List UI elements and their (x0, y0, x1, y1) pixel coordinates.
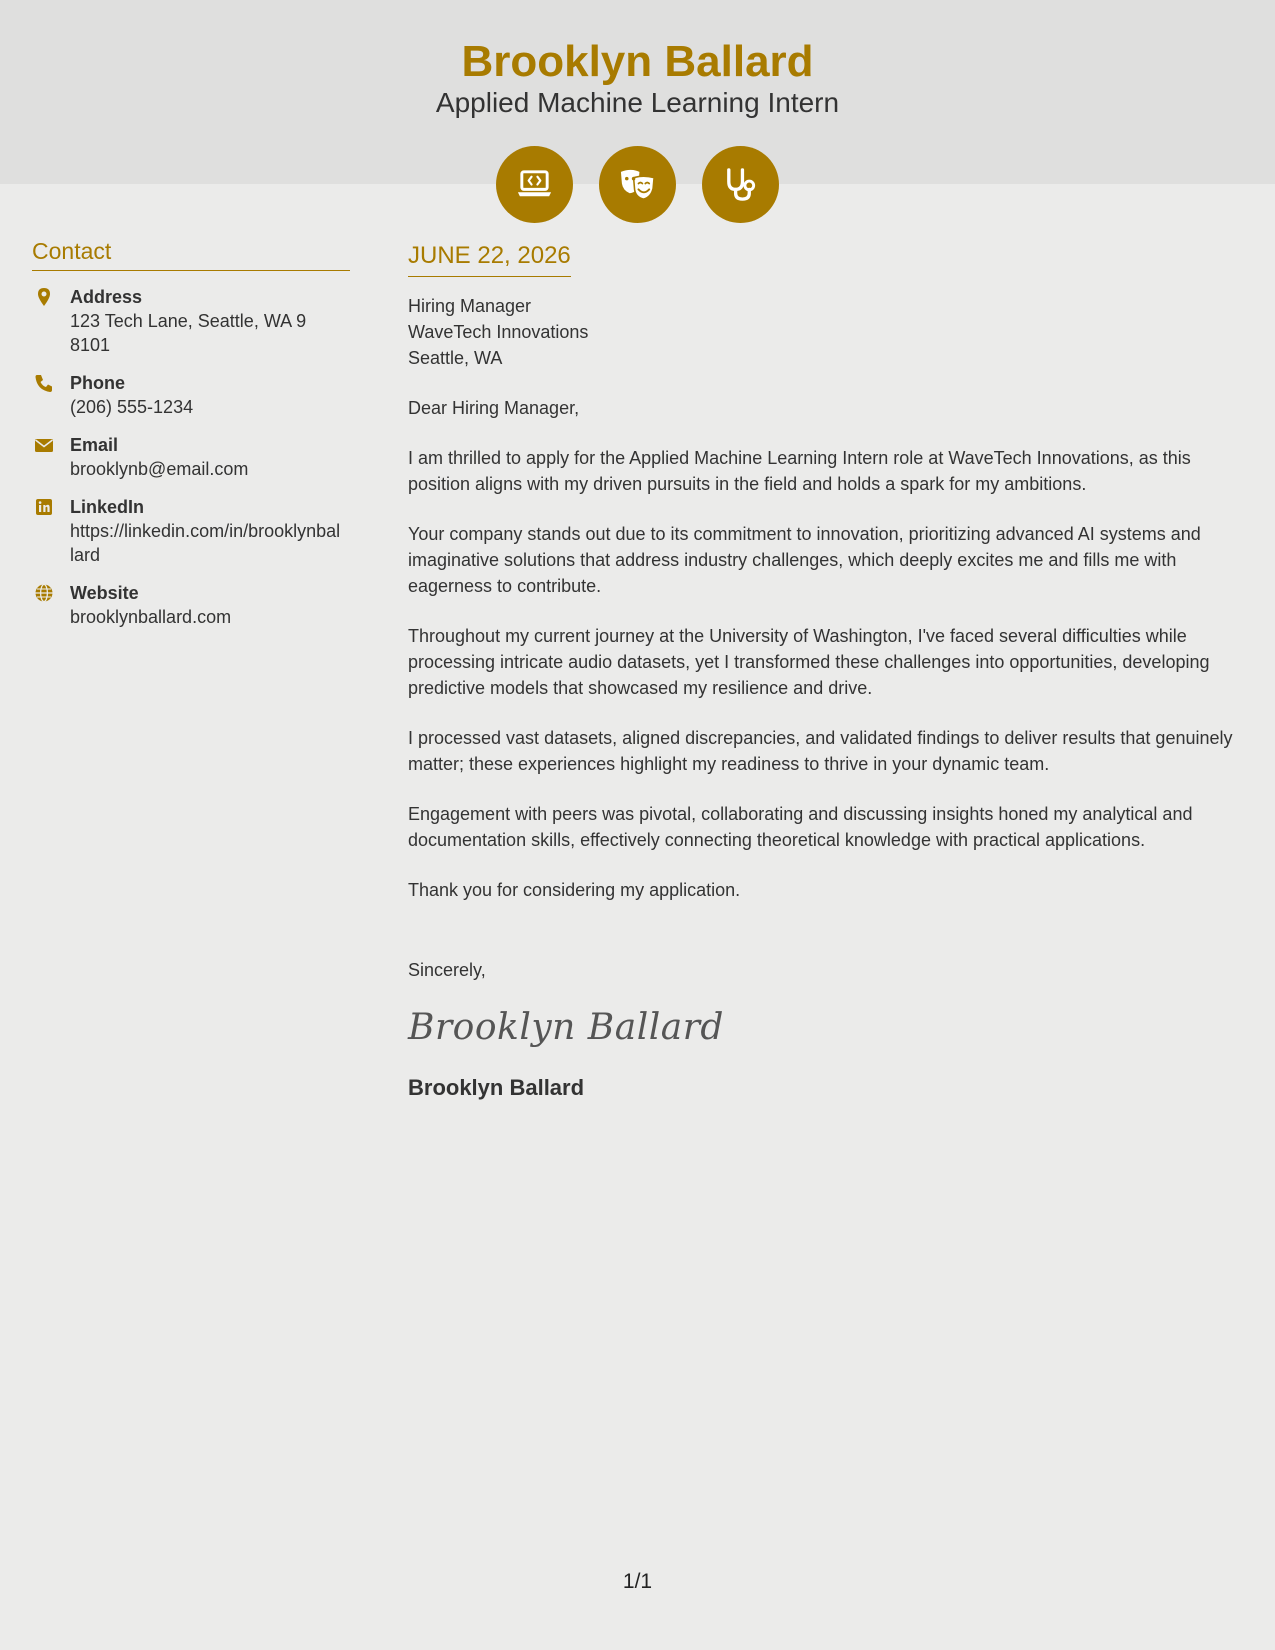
letter-date: JUNE 22, 2026 (408, 240, 571, 277)
letter-paragraph: Your company stands out due to its commitment to innovation, prioritizing advanced AI systems and imaginative solutions that address industry challenges, which deeply excites me and fills me with eagerness to contribute. (408, 524, 1201, 596)
map-pin-icon (34, 287, 54, 307)
contact-label: Address (70, 287, 143, 307)
envelope-icon (34, 435, 54, 455)
contact-value[interactable]: https://linkedin.com/in/brooklynballard (70, 521, 341, 565)
letter-paragraph: Engagement with peers was pivotal, collaborating and discussing insights honed my analytical and documentation skills, effectively connecting theoretical knowledge with practical applications. (408, 804, 1193, 850)
letter-paragraph: I am thrilled to apply for the Applied Machine Learning Intern role at WaveTech Innovations, as this position aligns with my driven pursuits in the field and holds a spark for my ambitions. (408, 448, 1191, 494)
interest-badges (496, 146, 780, 224)
contact-value[interactable]: brooklynballard.com (70, 607, 232, 627)
contact-value: 123 Tech Lane, Seattle, WA 98101 (70, 311, 307, 355)
contact-linkedin (32, 495, 350, 567)
applicant-role: Applied Machine Learning Intern (435, 87, 840, 118)
contact-label: Email (70, 435, 119, 455)
recipient-line: Hiring Manager (408, 296, 532, 316)
contact-label: LinkedIn (70, 497, 145, 517)
recipient-line: WaveTech Innovations (408, 322, 589, 342)
page-number: 1/1 (622, 1570, 653, 1593)
contact-phone (32, 371, 350, 419)
contact-label: Phone (70, 373, 126, 393)
contact-website (32, 581, 350, 629)
linkedin-icon (34, 497, 54, 517)
applicant-name: Brooklyn Ballard (461, 37, 814, 86)
contact-address (32, 285, 350, 357)
badge-stethoscope (702, 146, 779, 223)
contact-label: Website (70, 583, 139, 603)
contact-sidebar (32, 236, 350, 629)
badge-laptop (496, 146, 573, 223)
theater-masks-icon (618, 165, 657, 204)
contact-value: (206) 555-1234 (70, 397, 194, 417)
letter-paragraph: Throughout my current journey at the University of Washington, I've faced several difficulties while processing intricate audio datasets, yet I transformed these challenges into opportunities, developing predictive models that showcased my resilience and drive. (408, 626, 1210, 698)
letter-body (408, 240, 1250, 1103)
globe-icon (34, 583, 54, 603)
contact-email (32, 433, 350, 481)
stethoscope-icon (721, 165, 760, 204)
laptop-code-icon (515, 165, 554, 204)
signature: Brooklyn Ballard (408, 1007, 724, 1048)
recipient-block (408, 293, 1250, 371)
closing: Sincerely, (408, 960, 486, 980)
recipient-line: Seattle, WA (408, 348, 503, 368)
badge-masks (599, 146, 676, 223)
contact-value: brooklynb@email.com (70, 459, 249, 479)
phone-icon (34, 373, 54, 393)
salutation: Dear Hiring Manager, (408, 398, 580, 418)
letter-paragraph: I processed vast datasets, aligned discrepancies, and validated findings to deliver results that genuinely matter; these experiences highlight my readiness to thrive in your dynamic team. (408, 728, 1233, 774)
signed-name: Brooklyn Ballard (408, 1075, 585, 1100)
letter-paragraph: Thank you for considering my application. (408, 880, 741, 900)
contact-section-title: Contact (32, 236, 350, 271)
